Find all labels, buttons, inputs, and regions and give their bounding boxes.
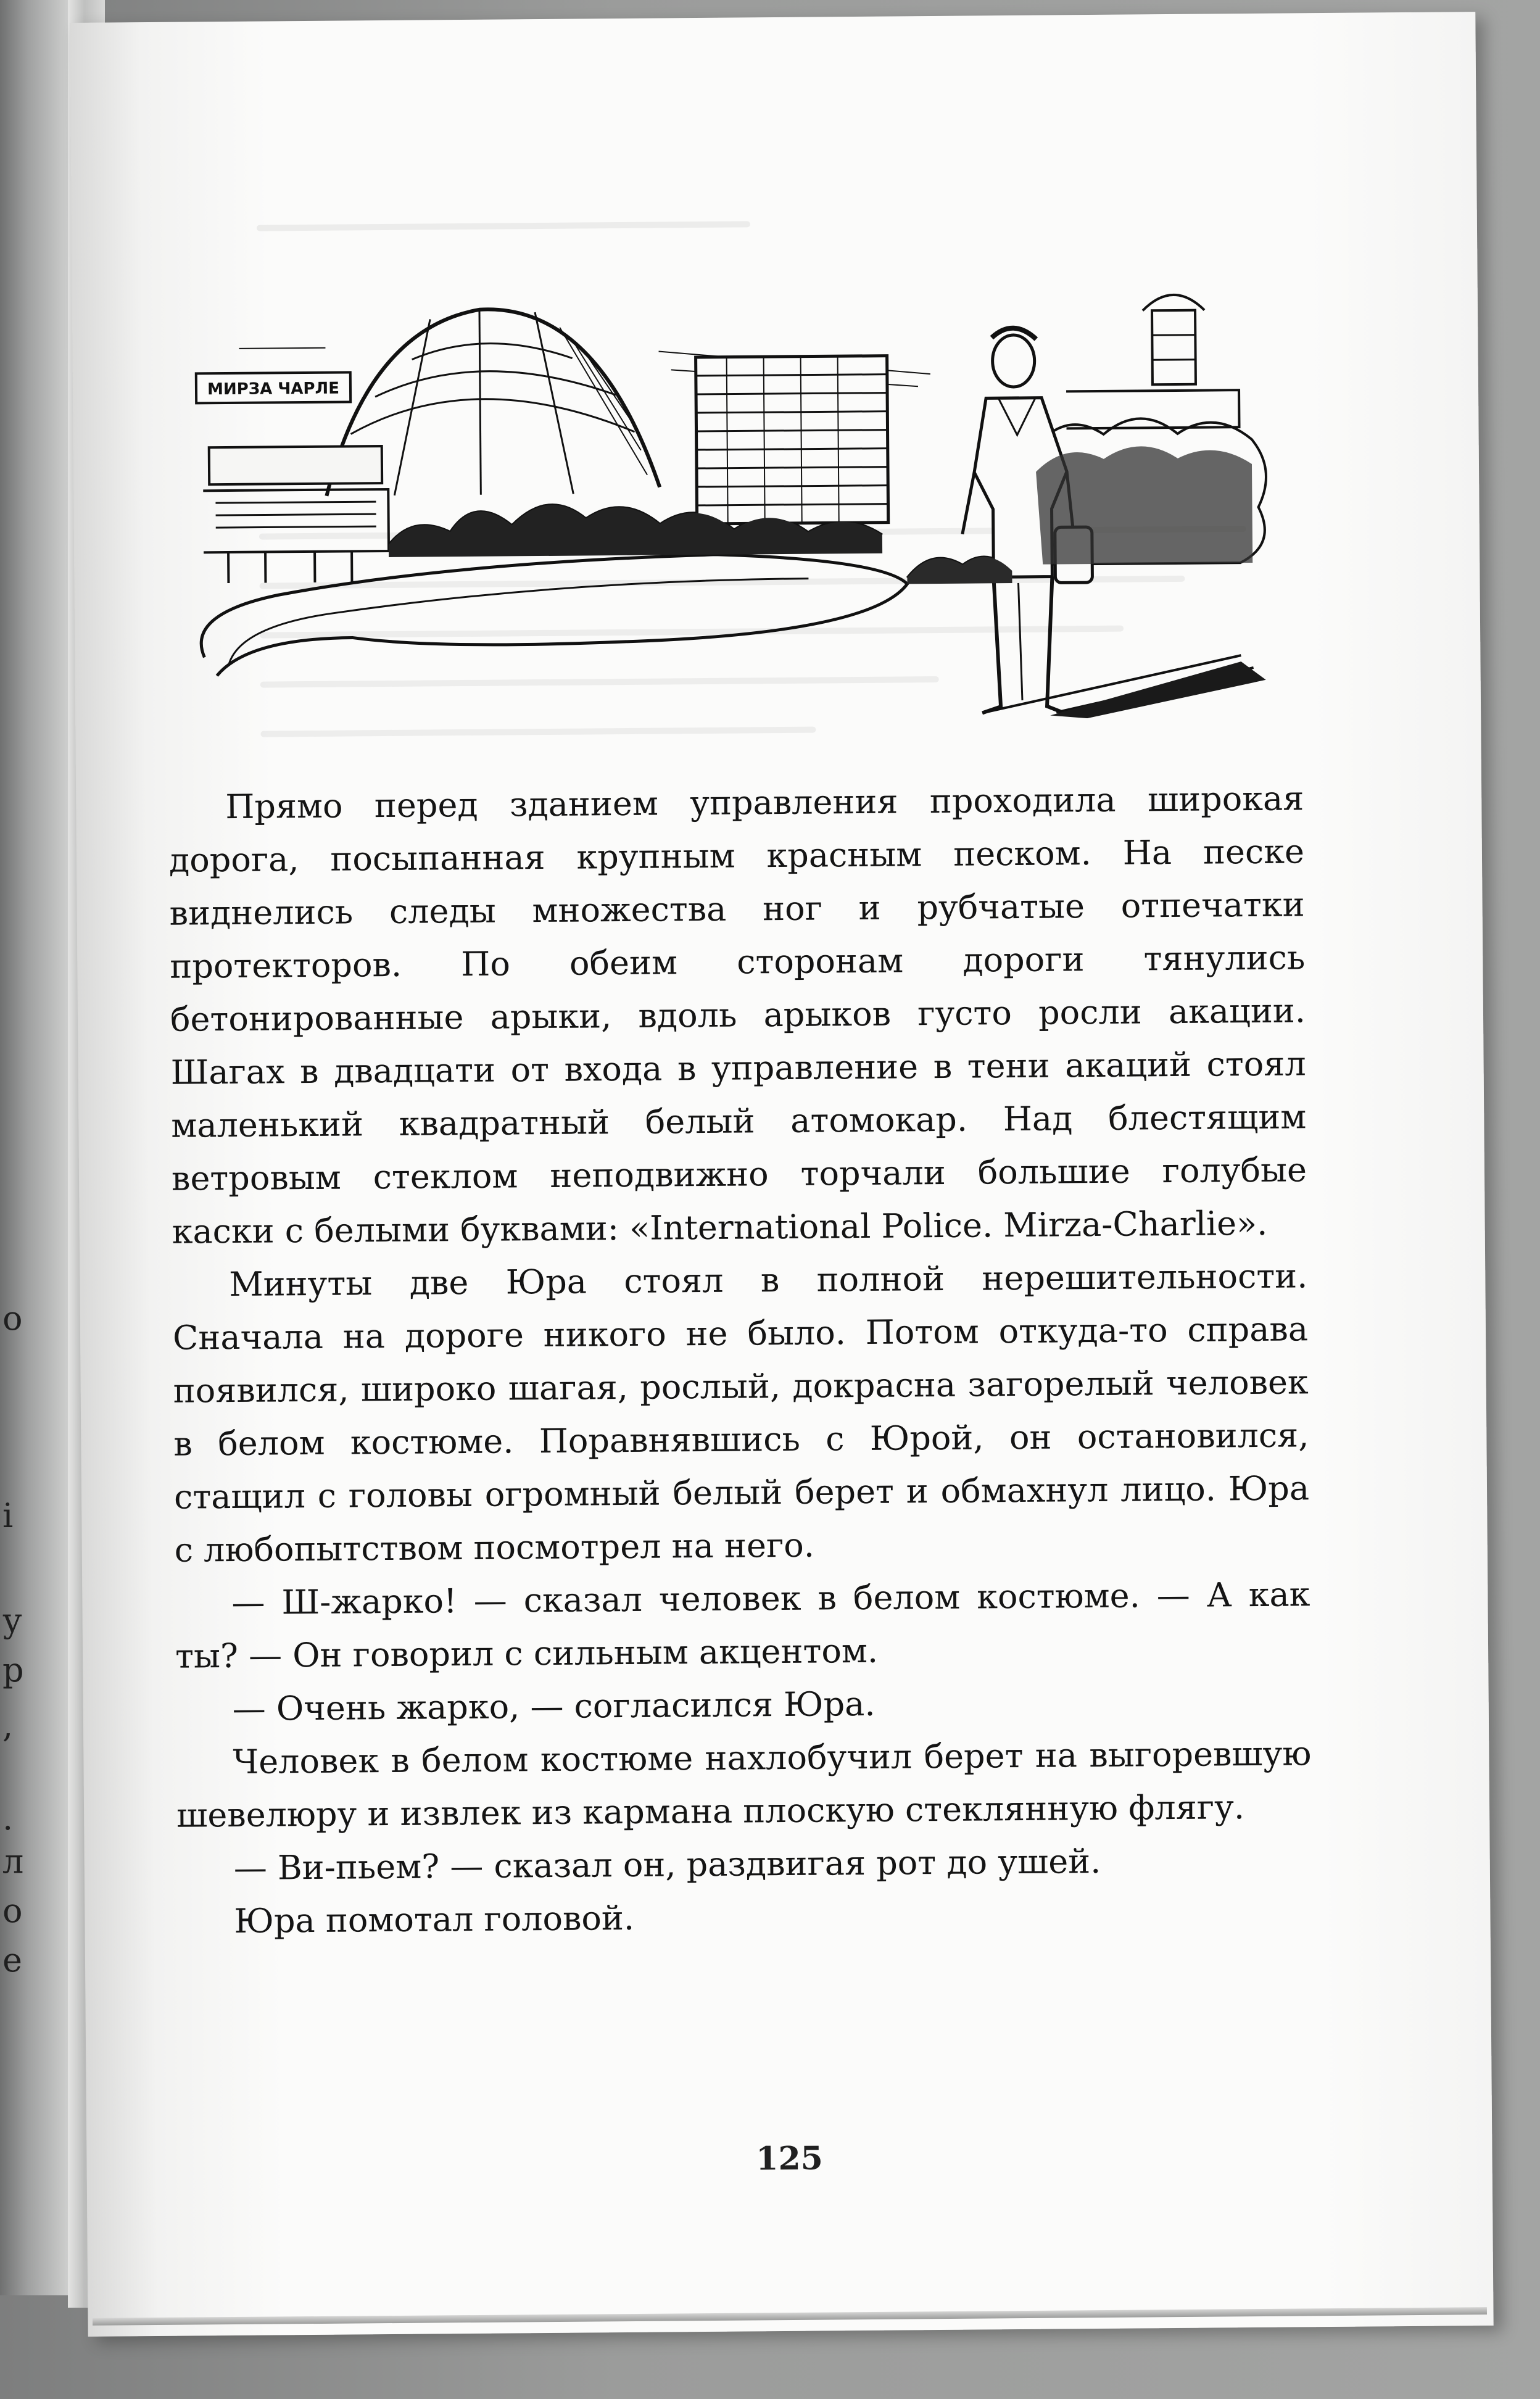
paragraph: Минуты две Юра стоял в полной нерешительности. Сначала на дороге никого не было. Потом откуда-то справа появился, широко шагая, рослый, докрасна загорелый человек в белом костюме. Поравнявшись с Юрой, он остановился, стащил с головы огромный белый берет и обмахнул лицо. Юра с любопытством посмотрел на него. — [172, 1256, 1310, 1570]
paragraph: Человек в белом костюме нахлобучил берет на выгоревшую шевелюру и извлек из кармана плоскую стеклянную флягу. — [176, 1734, 1312, 1835]
left-page-glyph: у — [2, 1601, 22, 1640]
left-page-glyph: о — [2, 1891, 23, 1930]
paragraph: — Ви-пьем? — сказал он, раздвигая рот до ушей. — [233, 1841, 1101, 1888]
paragraph: Прямо перед зданием управления проходила широкая дорога, посыпанная крупным красным песком. На песке виднелись следы множества ног и рубчатые отпечатки протекторов. По обеим сторонам дороги тянулись бетонированные арыки, вдоль арыков густо росли акации. Шагах в двадцати от входа в управление в тени акаций стоял маленький квадратный белый атомокар. Над блестящим ветровым стеклом неподвижно торчали большие голубые каски с белыми буквами: «International Police. Mirza-Charlie». — [168, 779, 1307, 1251]
sign-label: МИРЗА ЧАРЛЕ — [207, 379, 340, 399]
bleed-through-lines — [70, 12, 1475, 23]
left-page-glyph: л — [2, 1842, 24, 1881]
city-illustration — [189, 285, 1291, 726]
left-page-glyph: р — [2, 1651, 24, 1689]
paragraph: Юра помотал головой. — [234, 1898, 635, 1941]
left-page-glyph: е — [2, 1941, 22, 1979]
body-text — [168, 772, 1313, 1948]
page-number: 125 — [756, 2139, 824, 2178]
left-page-glyph: і — [2, 1496, 14, 1535]
paragraph: — Очень жарко, — согласился Юра. — [232, 1684, 876, 1729]
left-page-glyph: , — [2, 1706, 14, 1745]
book-page — [70, 12, 1493, 2337]
left-page-glyph: . — [2, 1799, 14, 1838]
left-page-glyph: о — [2, 1299, 23, 1338]
paragraph: — Ш-жарко! — сказал человек в белом костюме. — А как ты? — Он говорил с сильным акцентом. — [175, 1575, 1310, 1676]
